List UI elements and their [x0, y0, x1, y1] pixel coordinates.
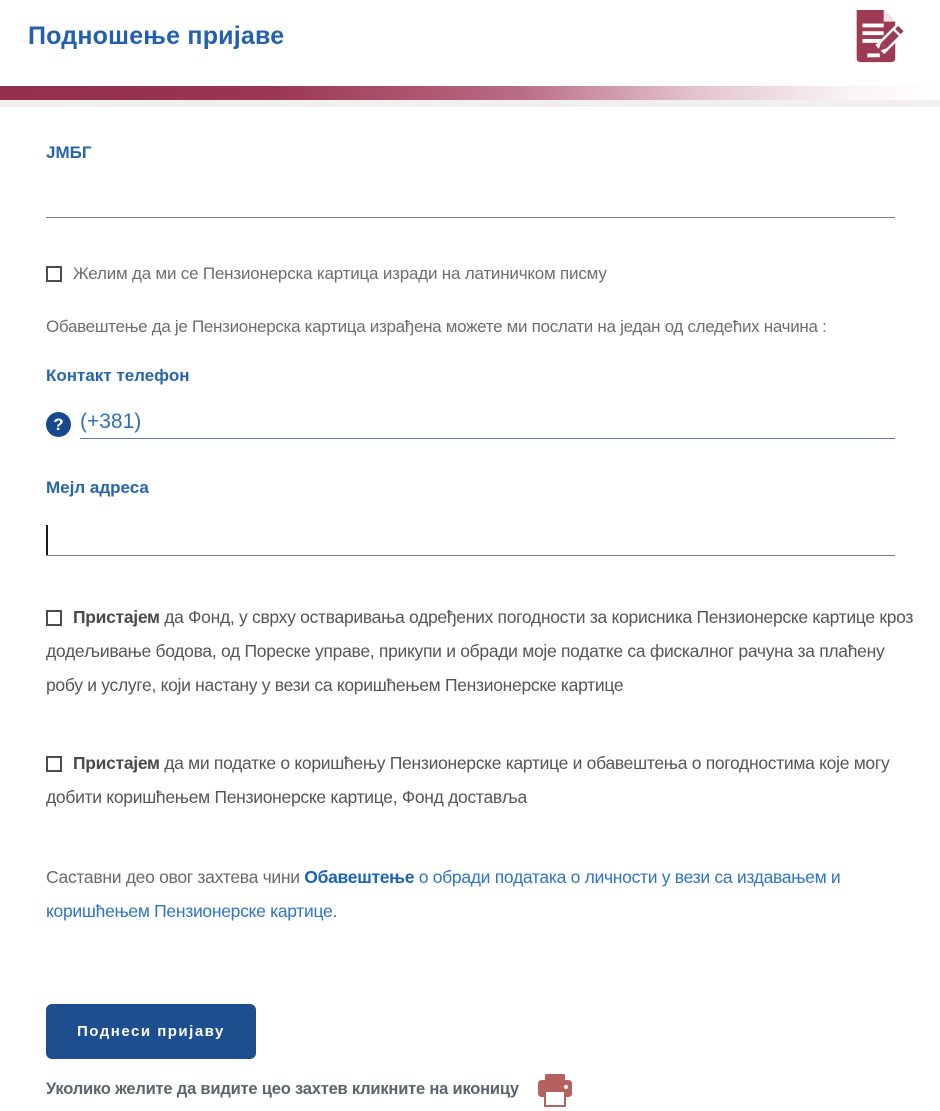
- privacy-statement: [46, 860, 918, 928]
- email-row: [46, 512, 895, 556]
- jmbg-input[interactable]: [46, 163, 895, 218]
- page-header: [0, 0, 940, 86]
- submit-application-button[interactable]: Поднеси пријаву: [46, 1004, 256, 1059]
- consent-fiscal-row: [46, 600, 918, 702]
- phone-input[interactable]: [80, 410, 895, 439]
- consent-benefits-checkbox[interactable]: [46, 756, 62, 772]
- latin-script-checkbox[interactable]: [46, 266, 62, 282]
- consent-benefits-bold: Пристајем: [73, 753, 160, 773]
- email-label: Мејл адреса: [46, 478, 149, 497]
- latin-script-label: Желим да ми се Пензионерска картица изради на латиничком писму: [73, 264, 607, 283]
- accent-gradient-bar: [0, 86, 940, 100]
- privacy-statement-prefix: Саставни део овог захтева чини: [46, 867, 305, 887]
- consent-fiscal-checkbox[interactable]: [46, 610, 62, 626]
- text-caret: [46, 525, 48, 555]
- print-hint-row: [46, 1074, 895, 1111]
- consent-fiscal-text: да Фонд, у сврху остваривања одређених погодности за корисника Пензионерске картице кроз додељивање бодова, од Пореске управе, прикупи и обради моје податке са фискалног рачуна за плаћену робу и услуге, који настану у вези са коришћењем Пензионерске картице: [46, 607, 914, 695]
- page-title: Подношење пријаве: [28, 22, 285, 50]
- document-edit-icon: [848, 8, 902, 73]
- phone-row: [46, 410, 895, 439]
- jmbg-label: ЈМБГ: [46, 143, 92, 162]
- question-icon[interactable]: ?: [46, 412, 71, 437]
- delivery-notice-text: Обавештење да је Пензионерска картица израђена можете ми послати на један од следећих начина :: [46, 317, 827, 336]
- privacy-notice-link[interactable]: Обавештење: [304, 867, 415, 887]
- consent-benefits-row: [46, 746, 918, 814]
- print-hint-text: Уколико желите да видите цео захтев кликните на иконицу: [46, 1080, 519, 1098]
- form-content: [0, 143, 940, 1111]
- latin-script-row: [46, 264, 895, 284]
- email-input[interactable]: [46, 512, 895, 556]
- printer-icon[interactable]: [536, 1074, 574, 1111]
- consent-fiscal-bold: Пристајем: [73, 607, 160, 627]
- privacy-notice-link-rest[interactable]: о обради података о личности у вези са издавањем и коришћењем Пензионерске картице.: [46, 867, 841, 921]
- phone-label: Контакт телефон: [46, 366, 190, 385]
- header-divider-strip: [0, 100, 940, 107]
- consent-benefits-text: да ми податке о коришћењу Пензионерске картице и обавештења о погодностима које могу добити коришћењем Пензионерске картице, Фонд доставља: [46, 753, 890, 807]
